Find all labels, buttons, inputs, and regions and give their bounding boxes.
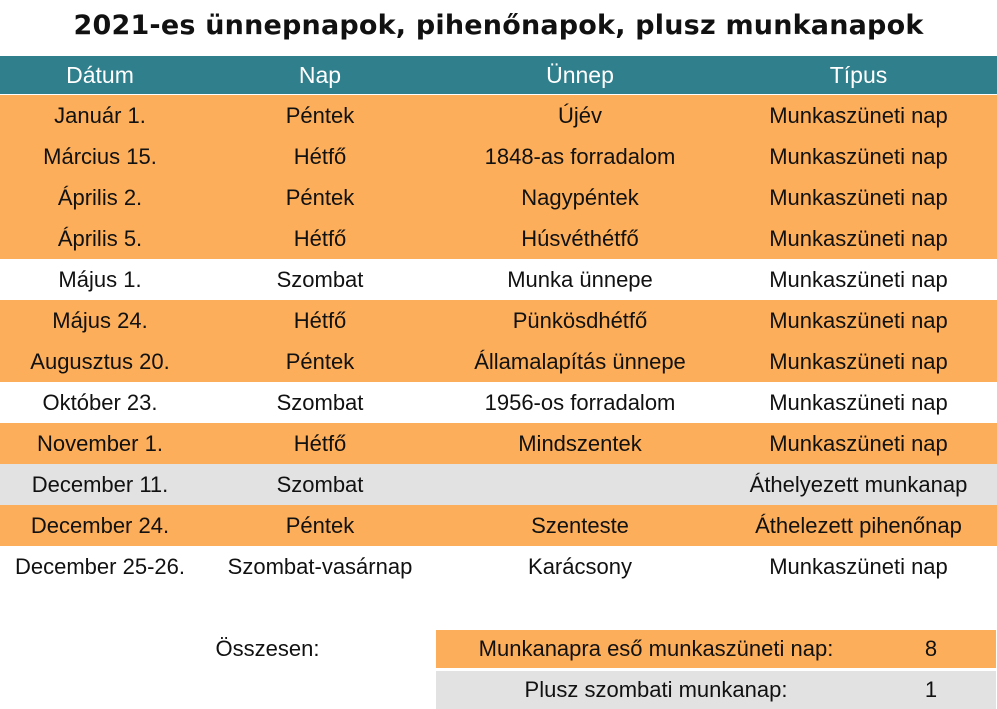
date-cell: December 24. xyxy=(30,513,170,538)
table-header xyxy=(0,56,997,94)
table-row xyxy=(0,300,997,341)
holiday-cell: Húsvéthétfő xyxy=(521,226,639,251)
type-cell: Munkaszüneti nap xyxy=(769,185,948,210)
type-cell: Áthelyezett munkanap xyxy=(749,472,968,497)
type-cell: Munkaszüneti nap xyxy=(769,267,948,292)
holiday-cell: Munka ünnepe xyxy=(507,267,653,292)
date-cell: Május 24. xyxy=(52,308,148,333)
holiday-cell: 1956-os forradalom xyxy=(484,390,676,415)
holiday-cell: Szenteste xyxy=(531,513,629,538)
type-cell: Munkaszüneti nap xyxy=(769,554,948,579)
day-cell: Szombat xyxy=(276,390,364,415)
summary-item-value: 1 xyxy=(924,677,938,702)
holiday-cell: Nagypéntek xyxy=(521,185,639,210)
table-row xyxy=(0,95,997,136)
page-title: 2021-es ünnepnapok, pihenőnapok, plusz munkanapok xyxy=(73,10,924,41)
date-cell: Augusztus 20. xyxy=(30,349,170,374)
table-row xyxy=(0,259,997,300)
column-header-date: Dátum xyxy=(66,62,134,88)
table-row xyxy=(0,464,997,505)
date-cell: Április 5. xyxy=(57,226,143,251)
type-cell: Munkaszüneti nap xyxy=(769,390,948,415)
date-cell: Január 1. xyxy=(54,103,146,128)
table-row xyxy=(0,136,997,177)
holiday-cell: Pünkösdhétfő xyxy=(512,308,648,333)
day-cell: Szombat-vasárnap xyxy=(227,554,413,579)
type-cell: Munkaszüneti nap xyxy=(769,144,948,169)
column-header-holiday: Ünnep xyxy=(546,62,614,88)
holiday-cell: Karácsony xyxy=(528,554,632,579)
type-cell: Munkaszüneti nap xyxy=(769,431,948,456)
table-row xyxy=(0,382,997,423)
holiday-cell: 1848-as forradalom xyxy=(484,144,676,169)
day-cell: Péntek xyxy=(285,349,355,374)
day-cell: Hétfő xyxy=(293,144,347,169)
summary-row xyxy=(436,630,996,668)
column-header-day: Nap xyxy=(298,62,342,88)
holiday-cell: Újév xyxy=(557,103,602,128)
day-cell: Hétfő xyxy=(293,431,347,456)
day-cell: Hétfő xyxy=(293,226,347,251)
day-cell: Péntek xyxy=(285,513,355,538)
table-row xyxy=(0,423,997,464)
table-row xyxy=(0,341,997,382)
summary-row xyxy=(436,671,996,709)
holiday-cell xyxy=(440,464,720,505)
date-cell: Április 2. xyxy=(57,185,143,210)
date-cell: December 11. xyxy=(31,472,169,497)
date-cell: December 25-26. xyxy=(15,554,185,579)
type-cell: Munkaszüneti nap xyxy=(769,103,948,128)
type-cell: Munkaszüneti nap xyxy=(769,308,948,333)
type-cell: Áthelezett pihenőnap xyxy=(755,513,962,538)
day-cell: Hétfő xyxy=(293,308,347,333)
table-row xyxy=(0,505,997,546)
table-row xyxy=(0,177,997,218)
summary-label: Összesen: xyxy=(215,636,320,661)
day-cell: Péntek xyxy=(285,185,355,210)
holiday-cell: Államalapítás ünnepe xyxy=(474,349,686,374)
summary-item-value: 8 xyxy=(924,636,938,661)
type-cell: Munkaszüneti nap xyxy=(769,349,948,374)
summary-item-label: Munkanapra eső munkaszüneti nap: xyxy=(478,636,834,661)
date-cell: Május 1. xyxy=(58,267,142,292)
summary-item-label: Plusz szombati munkanap: xyxy=(524,677,788,702)
table-row xyxy=(0,546,997,587)
date-cell: November 1. xyxy=(37,431,163,456)
table-row xyxy=(0,218,997,259)
type-cell: Munkaszüneti nap xyxy=(769,226,948,251)
day-cell: Péntek xyxy=(285,103,355,128)
column-header-type: Típus xyxy=(829,62,888,88)
date-cell: Október 23. xyxy=(42,390,158,415)
holiday-cell: Mindszentek xyxy=(518,431,642,456)
day-cell: Szombat xyxy=(276,267,364,292)
date-cell: Március 15. xyxy=(43,144,157,169)
day-cell: Szombat xyxy=(276,472,364,497)
